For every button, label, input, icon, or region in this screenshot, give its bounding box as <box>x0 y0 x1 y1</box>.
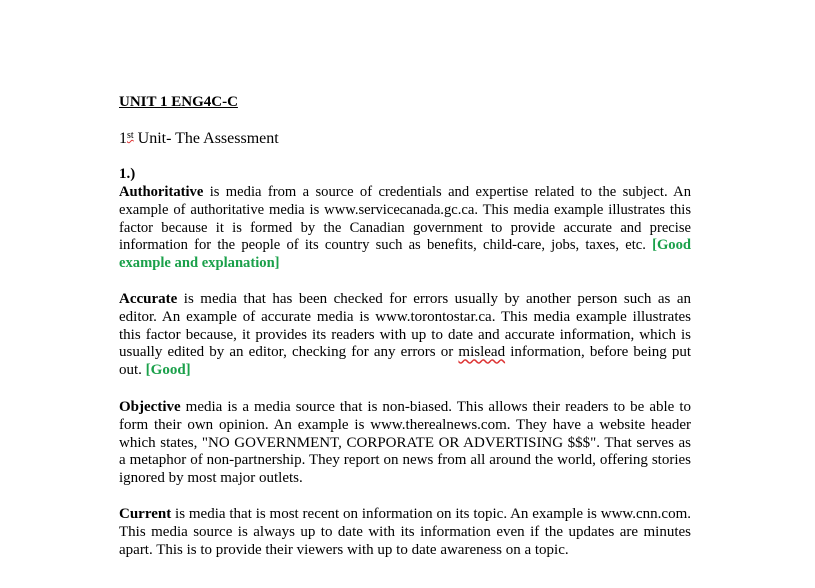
paragraph-body: is media from a source of credentials and expertise related to the subject. An example of authoritative media is www.servicecanada.gc.ca. This media example illustrates this factor because it is formed by the Canadian government to provide accurate and precise information for the people of its country such as benefits, child-care, jobs, taxes, etc. <box>119 184 691 254</box>
paragraph-body: media is a media source that is non-biased. This allows their readers to be able to form their own opinion. An example is www.therealnews.com. They have a website header which states, "NO GOVERNMENT, CORPORATE OR ADVERTISING $$$". That serves as a metaphor of non-partnership. They report on news from all around the world, offering stories ignored by most major outlets. <box>119 399 691 487</box>
paragraph-body: is media that is most recent on information on its topic. An example is www.cnn.com. This media source is always up to date with its information even if the updates are minutes apart. This is to provide their viewers with up to date awareness on a topic. <box>119 506 691 558</box>
paragraph-body-end: information, before being put out. <box>119 344 691 379</box>
subtitle-text: Unit- The Assessment <box>133 130 279 147</box>
paragraph-current <box>119 506 691 559</box>
teacher-feedback: [Good] <box>145 362 191 379</box>
subtitle-ordinal: st <box>127 130 134 141</box>
term-accurate: Accurate <box>119 291 178 307</box>
unit-heading: UNIT 1 ENG4C-C <box>119 94 238 110</box>
term-objective: Objective <box>119 399 181 415</box>
paragraph-body: is media that has been checked for errors usually by another person such as an editor. An example of accurate media is www.torontostar.ca. This media example illustrates this factor because, it provides its readers with up to date and accurate information, which is usually edited by an editor, checking for any errors or <box>119 291 691 361</box>
unit-subtitle <box>119 130 279 148</box>
subtitle-number: 1 <box>119 130 127 147</box>
question-number: 1.) <box>119 166 136 182</box>
paragraph-accurate <box>119 291 691 380</box>
term-authoritative: Authoritative <box>119 184 204 200</box>
term-current: Current <box>119 506 172 522</box>
teacher-feedback: [Good example and explanation] <box>119 237 691 272</box>
paragraph-authoritative <box>119 184 691 273</box>
paragraph-objective <box>119 399 691 488</box>
spellcheck-flagged-word: mislead <box>458 344 506 361</box>
